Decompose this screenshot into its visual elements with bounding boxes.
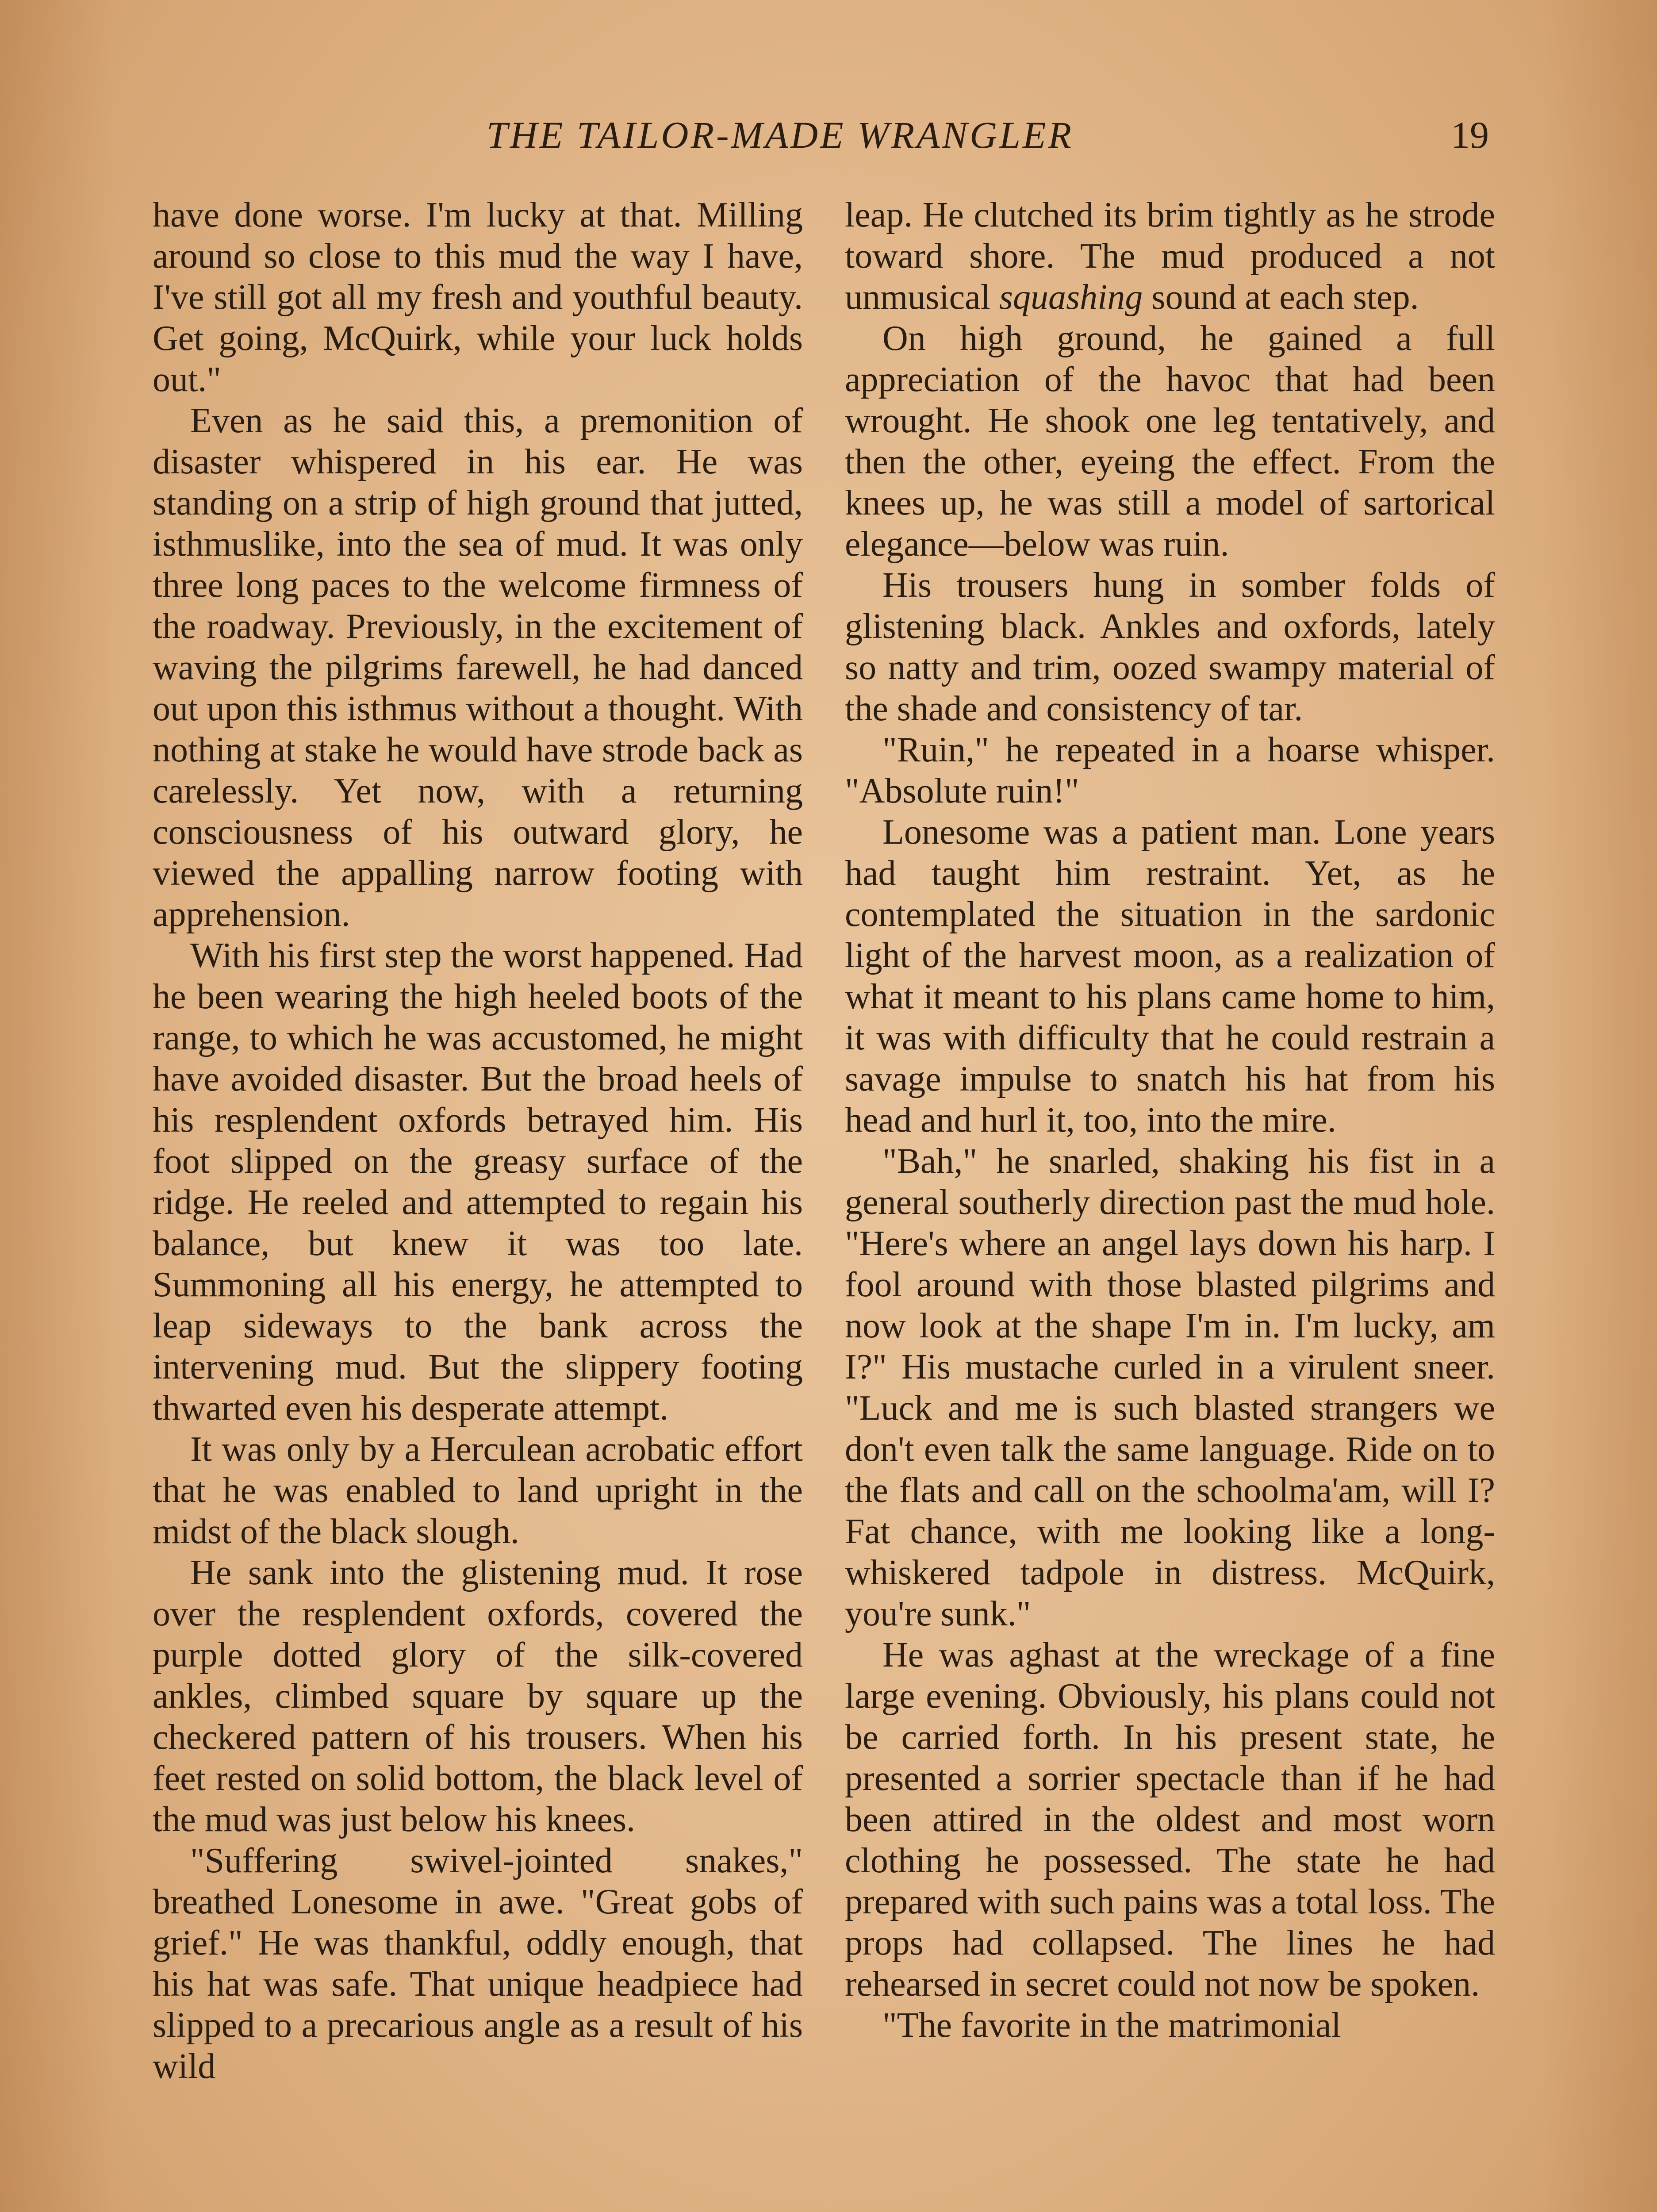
page-edge-stain-left: [0, 0, 115, 2212]
paragraph: "Ruin," he repeated in a hoarse whisper. "Absolute ruin!": [845, 730, 1495, 810]
paragraph: "The favorite in the matrimonial: [882, 2006, 1341, 2045]
running-title: THE TAILOR-MADE WRANGLER: [487, 114, 1074, 156]
italic-word: squashing: [999, 278, 1143, 317]
paragraph: His trousers hung in somber folds of glistening black. Ankles and oxfords, lately so natty and trim, oozed swampy material of the shade and consistency of tar.: [845, 566, 1495, 728]
page-number: 19: [1451, 114, 1489, 156]
left-text-column: [153, 195, 803, 2087]
page-edge-stain-right: [1542, 0, 1657, 2212]
paragraph: He was aghast at the wreckage of a fine large evening. Obviously, his plans could not be carried forth. In his present state, he presented a sorrier spectacle than if he had been attired in the oldest and most worn clothing he possessed. The state he had prepared with such pains was a total loss. The props had collapsed. The lines he had rehearsed in secret could not now be spoken.: [845, 1636, 1495, 2004]
paragraph: Lonesome was a patient man. Lone years had taught him restraint. Yet, as he contemplated the situation in the sardonic light of the harvest moon, as a realization of what it meant to his plans came home to him, it was with difficulty that he could restrain a savage impulse to snatch his hat from his head and hurl it, too, into the mire.: [845, 813, 1495, 1140]
paragraph: On high ground, he gained a full appreciation of the havoc that had been wrought. He shook one leg tentatively, and then the other, eyeing the effect. From the knees up, he was still a model of sartorical elegance—below was ruin.: [845, 319, 1495, 564]
right-text-column: [845, 195, 1495, 2046]
paragraph: With his first step the worst happened. Had he been wearing the high heeled boots of the range, to which he was accustomed, he might have avoided disaster. But the broad heels of his resplendent oxfords betrayed him. His foot slipped on the greasy surface of the ridge. He reeled and attempted to regain his balance, but knew it was too late. Summoning all his energy, he attempted to leap sideways to the bank across the intervening mud. But the slippery footing thwarted even his desperate attempt.: [153, 936, 803, 1428]
paragraph: He sank into the glistening mud. It rose over the resplendent oxfords, covered the purple dotted glory of the silk-covered ankles, climbed square by square up the checkered pattern of his trousers. When his feet rested on solid bottom, the black level of the mud was just below his knees.: [153, 1553, 803, 1839]
paragraph: "Suffering swivel-jointed snakes," breathed Lonesome in awe. "Great gobs of grief." He was thankful, oddly enough, that his hat was safe. That unique headpiece had slipped to a precarious angle as a result of his wild: [153, 1841, 803, 2086]
paragraph: [845, 195, 1495, 318]
paragraph: It was only by a Herculean acrobatic effort that he was enabled to land upright in the midst of the black slough.: [153, 1430, 803, 1551]
paragraph: Even as he said this, a premonition of disaster whispered in his ear. He was standing on a strip of high ground that jutted, isthmuslike, into the sea of mud. It was only three long paces to the welcome firmness of the roadway. Previously, in the excitement of waving the pilgrims farewell, he had danced out upon this isthmus without a thought. With nothing at stake he would have strode back as carelessly. Yet now, with a returning consciousness of his outward glory, he viewed the appalling narrow footing with apprehension.: [153, 401, 803, 934]
paragraph-text: leap. He clutched its brim tightly as he strode toward shore. The mud produced a not unmusical: [845, 196, 1495, 317]
paragraph-text: sound at each step.: [1143, 278, 1419, 317]
paragraph: have done worse. I'm lucky at that. Milling around so close to this mud the way I have, I've still got all my fresh and youthful beauty. Get going, McQuirk, while your luck holds out.": [153, 196, 803, 399]
paragraph: "Bah," he snarled, shaking his fist in a general southerly direction past the mud hole. "Here's where an angel lays down his harp. I fool around with those blasted pilgrims and now look at the shape I'm in. I'm lucky, am I?" His mustache curled in a virulent sneer. "Luck and me is such blasted strangers we don't even talk the same language. Ride on to the flats and call on the schoolma'am, will I? Fat chance, with me looking like a long-whiskered tadpole in distress. McQuirk, you're sunk.": [845, 1142, 1495, 1633]
